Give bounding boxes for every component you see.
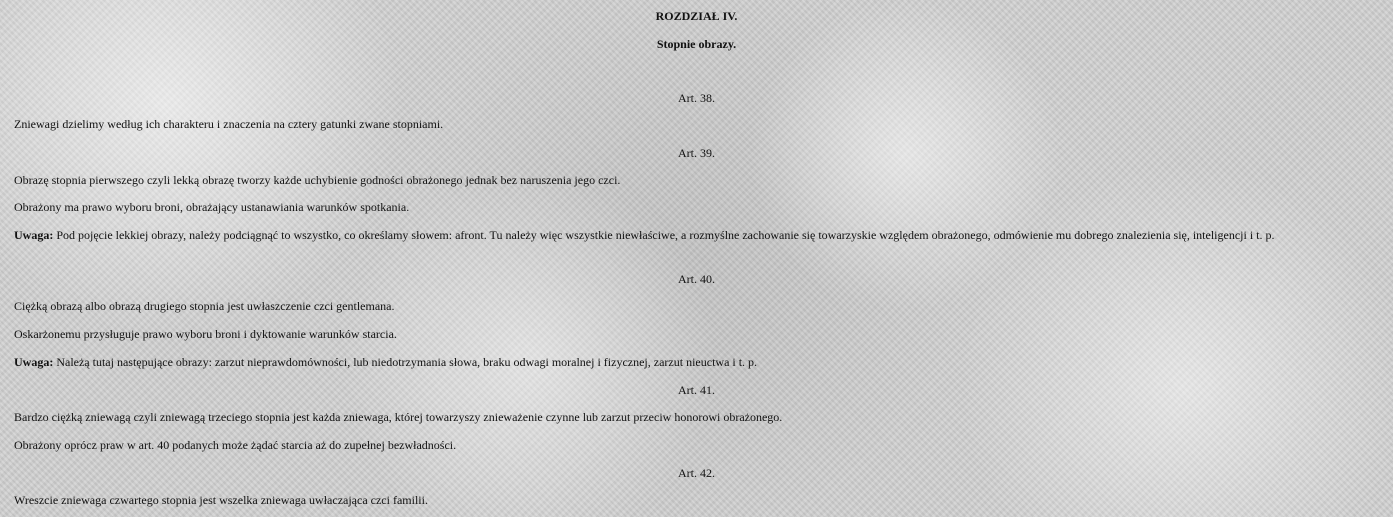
article-38-heading: Art. 38. (678, 91, 715, 105)
article-39-paragraph-1: Obrazę stopnia pierwszego czyli lekką obrazę tworzy każde uchybienie godności obrażonego jednak bez naruszenia jego czci. (14, 173, 621, 187)
article-40-paragraph-2: Oskarżonemu przysługuje prawo wyboru broni i dyktowanie warunków starcia. (14, 327, 397, 341)
note-text: Należą tutaj następujące obrazy: zarzut nieprawdomówności, lub niedotrzymania słowa, braku odwagi moralnej i fizycznej, zarzut nieuctwa i t. p. (53, 355, 758, 369)
article-39-note (14, 229, 1382, 241)
note-label: Uwaga: (14, 355, 54, 369)
chapter-title: ROZDZIAŁ IV. (655, 9, 738, 23)
article-40-note (14, 356, 1382, 368)
article-42-paragraph-1: Wreszcie zniewaga czwartego stopnia jest wszelka zniewaga uwłaczająca czci familii. (14, 493, 428, 507)
article-40-heading: Art. 40. (678, 272, 715, 286)
article-38-paragraph-1: Zniewagi dzielimy według ich charakteru i znaczenia na cztery gatunki zwane stopniami. (14, 117, 444, 131)
note-label: Uwaga: (14, 228, 54, 242)
note-text: Pod pojęcie lekkiej obrazy, należy podciągnąć to wszystko, co określamy słowem: afront. Tu należy więc wszystkie niewłaściwe, a rozmyślne zachowanie się towarzyskie względem obrażonego, odmówienie mu dobrego znalezienia się, inteligencji i t. p. (53, 228, 1275, 242)
article-39-heading: Art. 39. (678, 146, 715, 160)
article-39-paragraph-2: Obrażony ma prawo wyboru broni, obrażający ustanawiania warunków spotkania. (14, 200, 410, 214)
article-41-paragraph-2: Obrażony oprócz praw w art. 40 podanych może żądać starcia aż do zupełnej bezwładności. (14, 438, 457, 452)
article-40-paragraph-1: Ciężką obrazą albo obrazą drugiego stopnia jest uwłaszczenie czci gentlemana. (14, 299, 395, 313)
article-41-paragraph-1: Bardzo ciężką zniewagą czyli zniewagą trzeciego stopnia jest każda zniewaga, której towarzyszy znieważenie czynne lub zarzut przeciw honorowi obrażonego. (14, 410, 783, 424)
chapter-subtitle: Stopnie obrazy. (656, 37, 737, 51)
article-41-heading: Art. 41. (678, 383, 715, 397)
article-42-heading: Art. 42. (678, 466, 715, 480)
